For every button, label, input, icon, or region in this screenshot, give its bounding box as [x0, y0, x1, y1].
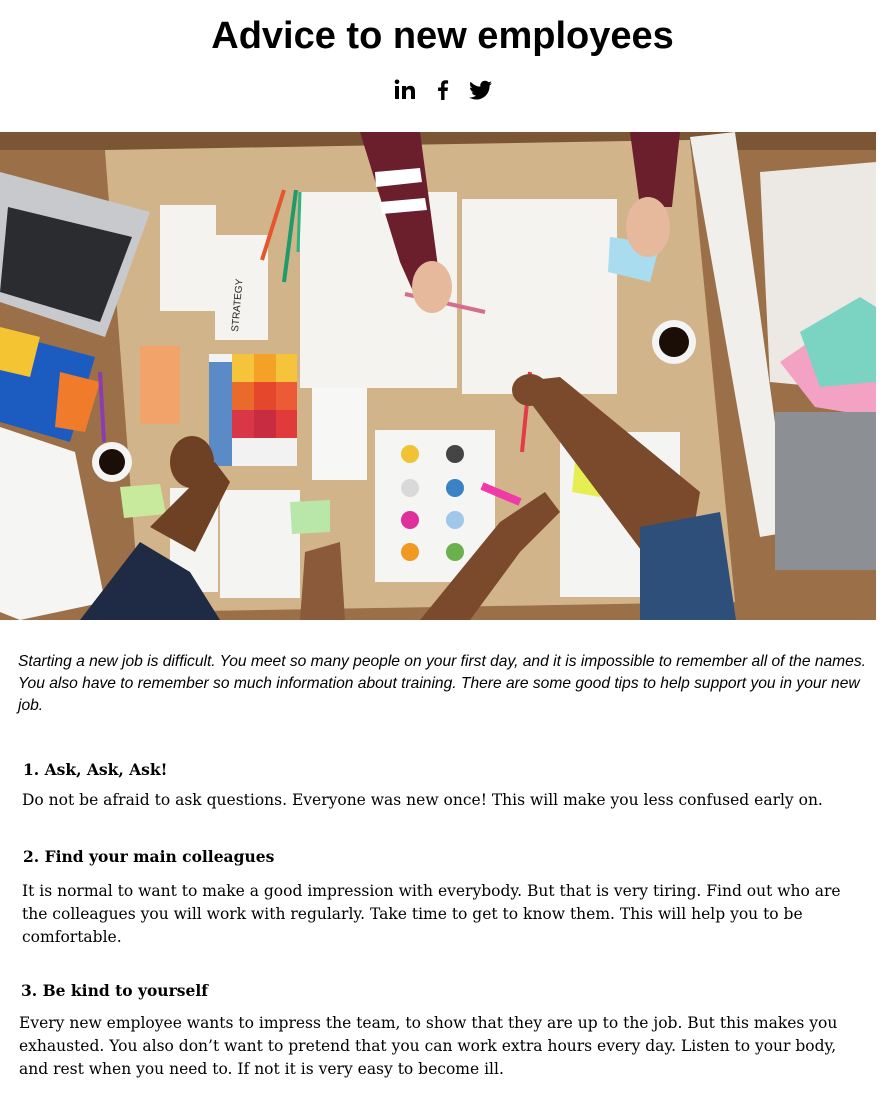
facebook-icon	[431, 78, 455, 102]
section-body: Do not be afraid to ask questions. Everyone was new once! This will make you less confused early on.	[22, 791, 823, 809]
team-workspace-illustration	[0, 132, 876, 620]
section-body: Every new employee wants to impress the team, to show that they are up to the job. But this makes you exhausted. You also don’t want to pretend that you can work extra hours every day. Listen to your body, and rest when you need to. If not it is very easy to become ill.	[19, 1014, 838, 1078]
linkedin-share-button[interactable]	[393, 78, 417, 102]
facebook-share-button[interactable]	[431, 78, 455, 102]
section-heading: 3. Be kind to yourself	[21, 981, 208, 1000]
section-heading: 2. Find your main colleagues	[23, 847, 275, 866]
strategy-note-text: STRATEGY	[230, 278, 246, 333]
section-heading: 1. Ask, Ask, Ask!	[23, 760, 168, 779]
hero-image	[0, 132, 876, 620]
twitter-icon	[469, 78, 493, 102]
article-intro: Starting a new job is difficult. You meet so many people on your first day, and it is impossible to remember all of the names. You also have to remember so much information about training. There are some good tips to help support you in your new job.	[18, 653, 866, 714]
linkedin-icon	[393, 78, 417, 102]
twitter-share-button[interactable]	[469, 78, 493, 102]
article-title: Advice to new employees	[211, 15, 674, 57]
social-share-bar	[0, 78, 885, 102]
section-body: It is normal to want to make a good impression with everybody. But that is very tiring. Find out who are the colleagues you will work with regularly. Take time to get to know them. This will help you to be comfortable.	[22, 882, 841, 946]
